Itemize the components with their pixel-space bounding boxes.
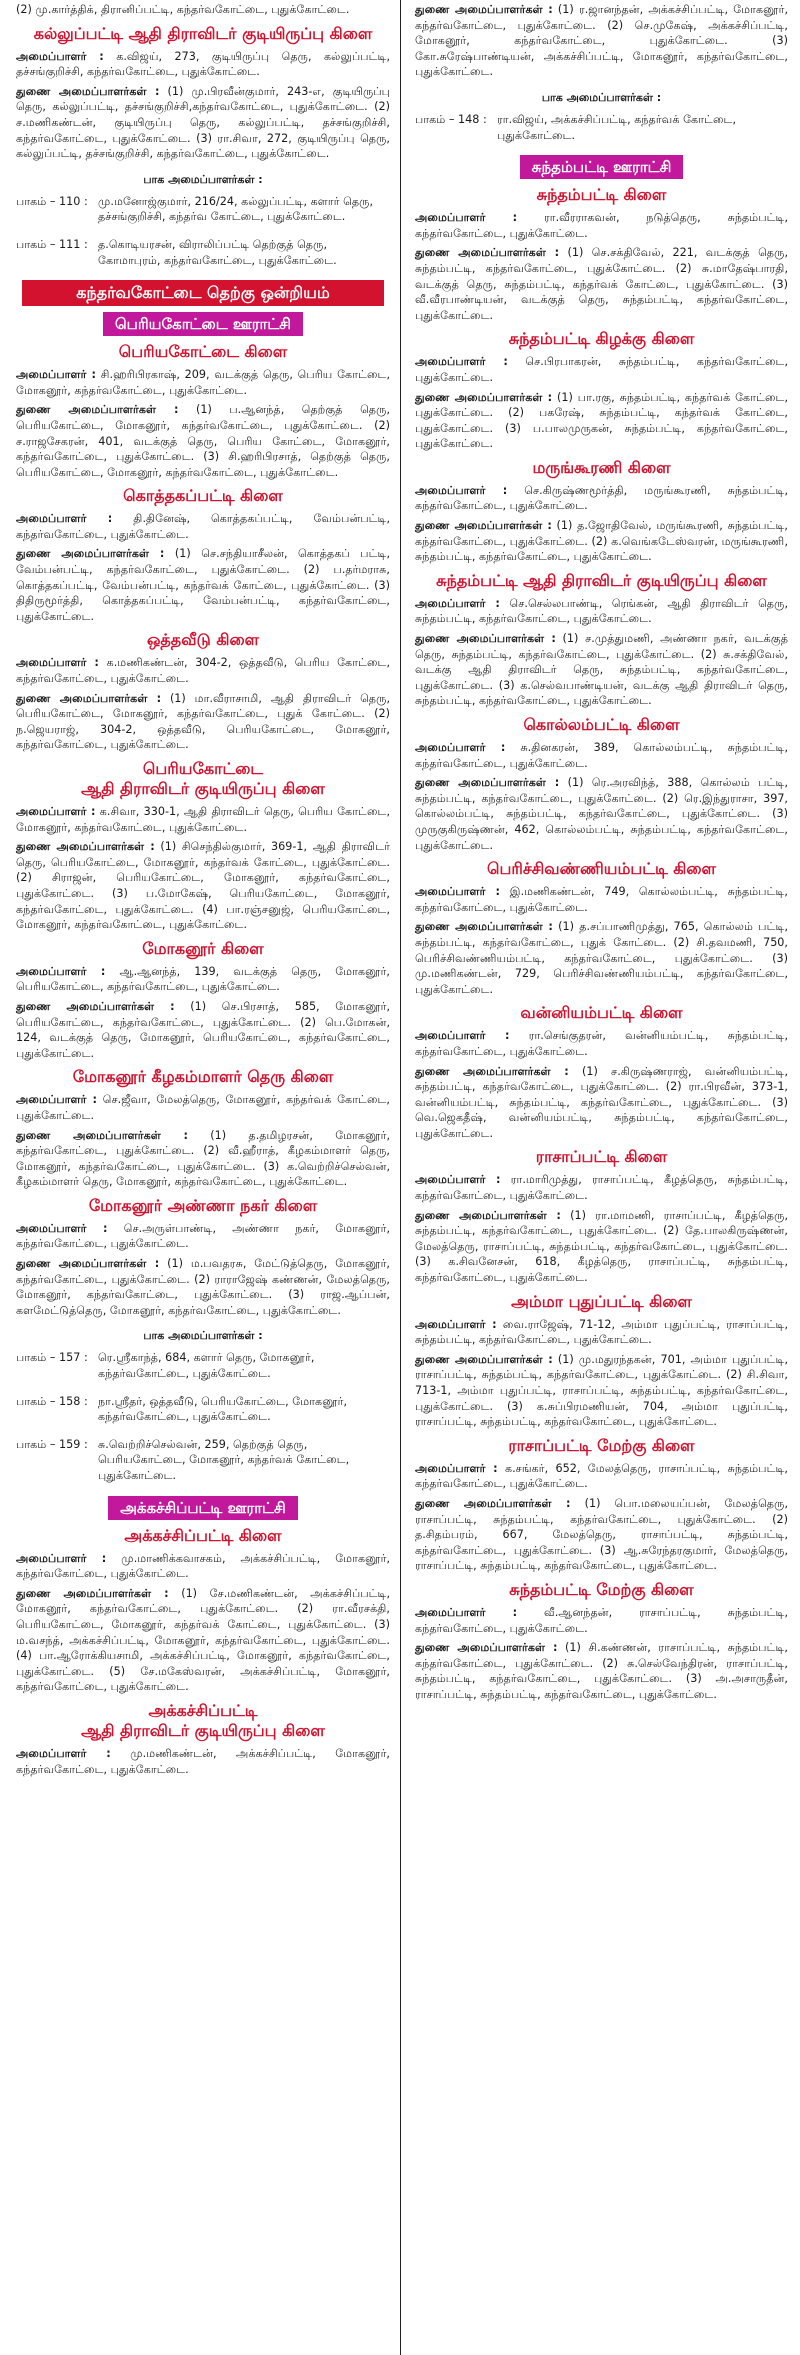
- organizer-text: செ.கிருஷ்ணமூர்த்தி, மருங்கூரணி, சுந்தம்பட்டி, கந்தர்வகோட்டை, புதுக்கோட்டை.: [415, 483, 788, 513]
- role-label: அமைப்பாளர் :: [415, 1605, 518, 1619]
- role-label: துணை அமைப்பாளர்கள் :: [415, 1208, 561, 1222]
- organizer-text: இ.மணிகண்டன், 749, கொல்லம்பட்டி, சுந்தம்பட்டி, கந்தர்வகோட்டை, புதுக்கோட்டை.: [415, 885, 788, 914]
- role-label: அமைப்பாளர் :: [16, 805, 96, 818]
- branch-heading: அக்கச்சிப்பட்டி கிளை: [124, 1525, 282, 1545]
- deputy-organizers-entry: [16, 999, 390, 1061]
- organizer-text: ஆ.ஆனந்த், 139, வடக்குத் தெரு, மோகனூர், பெரியகோட்டை, கந்தர்வகோட்டை, புதுக்கோட்டை.: [16, 964, 390, 994]
- branch-heading: அம்மா புதுப்பட்டி கிளை: [511, 1291, 692, 1311]
- branch-heading: ராசாப்பட்டி கிளை: [535, 1147, 668, 1167]
- branch-heading-line2: ஆதி திராவிடர் குடியிருப்பு கிளை: [81, 1720, 325, 1740]
- deputy-organizers-entry: [16, 546, 390, 624]
- deputy-text: (1) ரெ.அரவிந்த், 388, கொல்லம் பட்டி, சுந்தம்பட்டி, கந்தர்வகோட்டை, புதுக்கோட்டை. (2) ரெ.இந்துராசா, 397, கொல்லம்பட்டி, சுந்தம்பட்டி, கந்தர்வகோட்டை, புதுக்கோட்டை. (3) முருகுகிருஷ்ணன், 462, கொல்லம்பட்டி, சுந்தம்பட்டி, கந்தர்வகோட்டை, புதுக்கோட்டை.: [415, 776, 788, 852]
- deputy-organizers-entry: [415, 390, 788, 452]
- role-label: அமைப்பாளர் :: [16, 1746, 111, 1760]
- branch-heading: கல்லுப்பட்டி ஆதி திராவிடர் குடியிருப்பு கிளை: [33, 23, 373, 43]
- organizer-entry: [415, 354, 788, 385]
- role-label: அமைப்பாளர் :: [16, 1221, 108, 1235]
- organizer-text: மு.மாணிக்கவாசகம், அக்கச்சிப்பட்டி, மோகனூர், கந்தர்வகோட்டை, புதுக்கோட்டை.: [16, 1551, 390, 1581]
- organizer-text: சி.ஹரிபிரகாஷ், 209, வடக்குத் தெரு, பெரிய கோட்டை, மோகனூர், கந்தர்வகோட்டை, புதுக்கோட்டை.: [16, 368, 390, 397]
- booth-row: [415, 112, 788, 143]
- booth-row: [16, 194, 390, 225]
- role-label: அமைப்பாளர் :: [415, 1173, 501, 1187]
- organizer-entry: [16, 1221, 390, 1252]
- booth-organizer: நா.ஸ்ரீதர், ஒத்தவீடு, பெரியகோட்டை, மோகனூர், கந்தர்வகோட்டை, புதுக்கோட்டை.: [98, 1394, 348, 1424]
- booth-organizer: ரா.விஜய், அக்கச்சிப்பட்டி, கந்தர்வக் கோட்டை, புதுக்கோட்டை.: [497, 112, 736, 142]
- deputy-text: (1) சி.கண்ணன், ராசாப்பட்டி, சுந்தம்பட்டி, கந்தர்வகோட்டை, புதுக்கோட்டை. (2) சு.செல்வேந்திரன், ராசாப்பட்டி, சுந்தம்பட்டி, கந்தர்வகோட்டை, புதுக்கோட்டை. (3) அ.அசாருதீன், ராசாப்பட்டி, சுந்தம்பட்டி, கந்தர்வகோட்டை, புதுக்கோட்டை.: [415, 1641, 788, 1701]
- role-label: அமைப்பாளர் :: [415, 741, 506, 754]
- deputy-text: (1) பா.ரகு, சுந்தம்பட்டி, கந்தர்வக் கோட்டை, புதுக்கோட்டை. (2) பகரேஷ், சுந்தம்பட்டி, கந்தர்வக் கோட்டை, புதுக்கோட்டை. (3) ப.பாலமுருகன், சுந்தம்பட்டி, கந்தர்வகோட்டை, புதுக்கோட்டை.: [415, 390, 788, 451]
- booth-number: பாகம் – 111 :: [16, 237, 88, 251]
- organizer-text: வை.ராஜேஷ், 71-12, அம்மா புதுப்பட்டி, ராசாப்பட்டி, சுந்தம்பட்டி, கந்தர்வகோட்டை, புதுக்கோட்டை.: [415, 1317, 788, 1347]
- role-label: துணை அமைப்பாளர்கள் :: [415, 519, 552, 533]
- deputy-organizers-entry: [415, 1208, 788, 1286]
- branch-heading: கொல்லம்பட்டி கிளை: [523, 715, 680, 734]
- deputy-text: (1) சே.மணிகண்டன், அக்கச்சிப்பட்டி, மோகனூர், கந்தர்வகோட்டை, புதுக்கோட்டை. (2) ரா.வீரசக்தி, பெரியகோட்டை, மோகனூர், கந்தர்வக் கோட்டை, புதுக்கோட்டை. (3) ம.வசந்த், அக்கச்சிப்பட்டி, மோகனூர், கந்தர்வகோட்டை, புதுக்கோட்டை. (4) பா.ஆரோக்கியசாமி, அக்கச்சிப்பட்டி, மோகனூர், கந்தர்வகோட்டை, புதுக்கோட்டை. (5) சே.மகேஸ்வரன், அக்கச்சிப்பட்டி, மோகனூர், கந்தர்வகோட்டை, புதுக்கோட்டை.: [16, 1586, 391, 1694]
- branch-heading: பெரிச்சிவண்ணியம்பட்டி கிளை: [487, 859, 716, 879]
- deputy-organizers-entry: [415, 245, 788, 323]
- role-label: துணை அமைப்பாளர்கள் :: [16, 1586, 169, 1600]
- deputy-text: (1) த.தமிழரசன், மோகனூர், கந்தர்வகோட்டை, புதுக்கோட்டை. (2) வீ.ஹீராத், கீழகம்மாளர் தெரு, மோகனூர், கந்தர்வகோட்டை, புதுக்கோட்டை. (3) க.வெற்றிச்செல்வன், கீழகம்மாளர் தெரு, மோகனூர், கந்தர்வகோட்டை, புதுக்கோட்டை.: [16, 1128, 391, 1189]
- role-label: அமைப்பாளர் :: [415, 355, 508, 369]
- organizer-entry: [415, 1172, 788, 1203]
- deputy-text: (1) ப.ஆனந்த், தெற்குத் தெரு, பெரியகோட்டை, மோகனூர், கந்தர்வகோட்டை, புதுக்கோட்டை. (2) ச.ராஜசேகரன், 401, வடக்குத் தெரு, பெரிய கோட்டை, மோகனூர், கந்தர்வகோட்டை, புதுக்கோட்டை. (3) சி.ஹரிபிரசாத், தெற்குத் தெரு, பெரியகோட்டை, மோகனூர், கந்தர்வகோட்டை, புதுக்கோட்டை.: [16, 403, 391, 479]
- booth-organizers-heading: பாக அமைப்பாளர்கள் :: [143, 1329, 263, 1343]
- role-label: அமைப்பாளர் :: [16, 656, 99, 670]
- role-label: துணை அமைப்பாளர்கள் :: [415, 390, 553, 404]
- role-label: துணை அமைப்பாளர்கள் :: [16, 840, 155, 854]
- panchayat-banner: அக்கச்சிப்பட்டி ஊராட்சி: [108, 1496, 298, 1520]
- organizer-entry: [415, 1317, 788, 1348]
- branch-heading-line1: பெரியகோட்டை: [142, 759, 264, 778]
- branch-heading-line2: ஆதி திராவிடர் குடியிருப்பு கிளை: [81, 779, 325, 798]
- organizer-entry: [415, 884, 788, 915]
- booth-number: பாகம் – 158 :: [16, 1394, 88, 1408]
- deputy-organizers-entry: [415, 1064, 788, 1142]
- deputy-text: (1) மு.பிரவீன்குமார், 243-எ, குடியிருப்பு தெரு, கல்லுப்பட்டி, தச்சங்குறிச்சி,கந்தர்வகோட்டை, புதுக்கோட்டை. (2) ச.மணிகண்டன், குடியிருப்பு தெரு, கல்லுப்பட்டி, தச்சங்குறிச்சி, கந்தர்வகோட்டை, புதுக்கோட்டை. (3) ரா.சிவா, 272, குடியிருப்பு தெரு, கல்லுப்பட்டி, தச்சங்குறிச்சி, கந்தர்வகோட்டை, புதுக்கோட்டை.: [16, 84, 390, 161]
- deputy-organizers-entry: [415, 919, 788, 997]
- booth-organizers-heading: பாக அமைப்பாளர்கள் :: [143, 172, 263, 186]
- booth-organizer: ரெ.ஸ்ரீகாந்த், 684, களார் தெரு, மோகனூர், கந்தர்வகோட்டை, புதுக்கோட்டை.: [98, 1351, 315, 1381]
- branch-heading: ஒத்தவீடு கிளை: [146, 630, 260, 650]
- role-label: துணை அமைப்பாளர்கள் :: [16, 1257, 160, 1271]
- deputy-organizers-entry: [16, 839, 390, 933]
- booth-organizer: சு.வெற்றிச்செல்வன், 259, தெற்குத் தெரு, பெரியகோட்டை, மோகனூர், கந்தர்வக் கோட்டை, புதுக்கோட்டை.: [98, 1437, 350, 1482]
- branch-heading-line1: அக்கச்சிப்பட்டி: [148, 1700, 258, 1720]
- organizer-entry: [16, 964, 390, 995]
- deputy-organizers-entry: [415, 1352, 788, 1430]
- role-label: துணை அமைப்பாளர்கள் :: [415, 246, 560, 260]
- deputy-organizers-entry: [16, 402, 390, 480]
- branch-heading: மோகனூர் கீழகம்மாளர் தெரு கிளை: [72, 1067, 334, 1087]
- deputy-organizers-entry: [16, 1586, 390, 1695]
- role-label: அமைப்பாளர் :: [415, 211, 518, 225]
- deputy-text: (1) ம.பவதரசு, மேட்டுத்தெரு, மோகனூர், கந்தர்வகோட்டை, புதுக்கோட்டை. (2) ராராஜேஷ் கண்ணன், மேலத்தெரு, மோகனூர், கந்தர்வகோட்டை, புதுக்கோட்டை. (3) ராஜ.ஆப்பன், களமேட்டுத்தெரு, மோகனூர், கந்தர்வகோட்டை, புதுக்கோட்டை.: [16, 1257, 390, 1317]
- organizer-entry: [16, 1746, 390, 1777]
- booth-number: பாகம் – 157 :: [16, 1351, 88, 1365]
- deputy-text: (1) ர.ஜானந்தன், அக்கச்சிப்பட்டி, மோகனூர், கந்தர்வகோட்டை, புதுக்கோட்டை. (2) செ.முகேஷ், அக்கச்சிப்பட்டி, மோகனூர், கந்தர்வகோட்டை, புதுக்கோட்டை. (3) கோ.சுரேஷ்பாண்டியன், அக்கச்சிப்பட்டி, மோகனூர், கந்தர்வகோட்டை, புதுக்கோட்டை.: [415, 3, 788, 79]
- organizer-entry: [16, 655, 390, 686]
- branch-heading: [16, 759, 390, 799]
- organizer-text: ரா.செங்குதரன், வன்னியம்பட்டி, சுந்தம்பட்டி, கந்தர்வகோட்டை, புதுக்கோட்டை.: [415, 1029, 788, 1058]
- organizer-entry: [16, 804, 390, 835]
- organizer-text: ரா.மாரிமுத்து, ராசாப்பட்டி, கீழத்தெரு, சுந்தம்பட்டி, கந்தர்வகோட்டை, புதுக்கோட்டை.: [415, 1173, 788, 1203]
- branch-heading: மோகனூர் கிளை: [142, 938, 264, 958]
- booth-number: பாகம் – 159 :: [16, 1437, 88, 1451]
- role-label: அமைப்பாளர் :: [415, 1029, 510, 1043]
- role-label: அமைப்பாளர் :: [415, 1461, 498, 1475]
- branch-heading: ராசாப்பட்டி மேற்கு கிளை: [508, 1435, 695, 1455]
- deputy-text: (1) மா.வீராசாமி, ஆதி திராவிடர் தெரு, பெரியகோட்டை, மோகனூர், கந்தர்வகோட்டை, புதுக் கோட்டை. (2) ந.ஜெயராஜ், 304-2, ஒத்தவீடு, பெரியகோட்டை, மோகனூர், கந்தர்வகோட்டை, புதுக்கோட்டை.: [16, 691, 391, 752]
- branch-heading: பெரியகோட்டை கிளை: [118, 342, 288, 362]
- organizer-entry: [16, 49, 390, 80]
- branch-heading: சுந்தம்பட்டி மேற்கு கிளை: [509, 1579, 694, 1599]
- role-label: அமைப்பாளர் :: [415, 596, 500, 610]
- booth-number: பாகம் – 110 :: [16, 194, 88, 208]
- role-label: அமைப்பாளர் :: [415, 483, 508, 497]
- role-label: துணை அமைப்பாளர்கள் :: [415, 1352, 553, 1366]
- deputy-organizers-entry: [415, 2, 788, 80]
- deputy-text: (1) ச.கிருஷ்ணராஜ், வன்னியம்பட்டி, சுந்தம்பட்டி, கந்தர்வகோட்டை, புதுக்கோட்டை. (2) ரா.பிரவீன், 373-1, வன்னியம்பட்டி, சுந்தம்பட்டி, கந்தர்வகோட்டை, புதுக்கோட்டை. (3) வெ.ஜெகதீஷ், வன்னியம்பட்டி, சுந்தம்பட்டி, கந்தர்வகோட்டை, புதுக்கோட்டை.: [415, 1064, 788, 1140]
- role-label: துணை அமைப்பாளர்கள் :: [16, 84, 160, 98]
- deputy-text: (1) செ.சந்தியாசீலன், கொத்தகப் பட்டி, வேம்பன்பட்டி, கந்தர்வகோட்டை, புதுக்கோட்டை. (2) ப.தர்மராசு, கொத்தகப்பட்டி, வேம்பன்பட்டி, கந்தர்வக் கோட்டை, புதுக்கோட்டை. (3) திதிருமூர்த்தி, கொத்தகப்பட்டி, வேம்பன்பட்டி, கந்தர்வகோட்டை, புதுக்கோட்டை.: [16, 547, 391, 623]
- booth-organizer: மு.மனோஜ்குமார், 216/24, கல்லுப்பட்டி, களார் தெரு, தச்சங்குறிச்சி, கந்தர்வ கோட்டை, புதுக்கோட்டை.: [98, 194, 374, 224]
- panchayat-banner-wrap: [415, 155, 788, 179]
- role-label: துணை அமைப்பாளர்கள் :: [415, 1064, 569, 1078]
- role-label: அமைப்பாளர் :: [16, 1093, 97, 1107]
- booth-organizer: த.கொடியரசன், விராலிப்பட்டி தெற்குத் தெரு, கோமாபுரம், கந்தர்வகோட்டை, புதுக்கோட்டை.: [98, 237, 337, 267]
- role-label: துணை அமைப்பாளர்கள் :: [16, 547, 165, 561]
- organizer-text: க.மணிகண்டன், 304-2, ஒத்தவீடு, பெரிய கோட்டை, கந்தர்வகோட்டை, புதுக்கோட்டை.: [16, 656, 390, 686]
- branch-heading: வன்னியம்பட்டி கிளை: [520, 1003, 683, 1023]
- role-label: துணை அமைப்பாளர்கள் :: [415, 776, 560, 790]
- deputy-text: (1) பொ.மலையப்பன், மேலத்தெரு, ராசாப்பட்டி, சுந்தம்பட்டி, கந்தர்வகோட்டை, புதுக்கோட்டை. (2) த.சிதம்பரம், 667, மேலத்தெரு, ராசாப்பட்டி, சுந்தம்பட்டி, கந்தர்வகோட்டை, புதுக்கோட்டை. (3) ஆ.சுரேந்தரகுமார், மேலத்தெரு, ராசாப்பட்டி, சுந்தம்பட்டி, கந்தர்வகோட்டை, புதுக்கோட்டை.: [415, 1496, 788, 1573]
- role-label: துணை அமைப்பாளர்கள் :: [415, 632, 556, 646]
- organizer-text: செ.அருள்பாண்டி, அண்ணா நகர், மோகனூர், கந்தர்வகோட்டை, புதுக்கோட்டை.: [16, 1221, 390, 1251]
- organizer-text: க.சிவா, 330-1, ஆதி திராவிடர் தெரு, பெரிய கோட்டை, மோகனூர், கந்தர்வகோட்டை, புதுக்கோட்டை.: [16, 805, 390, 834]
- role-label: துணை அமைப்பாளர்கள் :: [415, 1641, 558, 1655]
- booth-number: பாகம் – 148 :: [415, 112, 487, 126]
- booth-organizers-heading: பாக அமைப்பாளர்கள் :: [541, 90, 662, 104]
- branch-heading: மோகனூர் அண்ணா நகர் கிளை: [88, 1195, 318, 1215]
- union-banner: கந்தர்வகோட்டை தெற்கு ஒன்றியம்: [22, 280, 384, 306]
- organizer-text: செ.செல்லபாண்டி, ரெங்கன், ஆதி திராவிடர் தெரு, சுந்தம்பட்டி, கந்தர்வகோட்டை, புதுக்கோட்டை.: [415, 596, 789, 626]
- role-label: அமைப்பாளர் :: [415, 885, 500, 899]
- organizer-text: வீ.ஆனந்தன், ராசாப்பட்டி, சுந்தம்பட்டி, கந்தர்வகோட்டை, புதுக்கோட்டை.: [415, 1605, 789, 1635]
- deputy-organizers-entry: [16, 84, 390, 162]
- right-column: [400, 0, 800, 2355]
- role-label: அமைப்பாளர் :: [16, 512, 113, 526]
- branch-heading: சுந்தம்பட்டி ஆதி திராவிடர் குடியிருப்பு கிளை: [436, 570, 767, 590]
- role-label: அமைப்பாளர் :: [16, 964, 106, 978]
- branch-heading: [16, 1701, 390, 1741]
- role-label: துணை அமைப்பாளர்கள் :: [415, 1496, 571, 1510]
- deputy-text: (1) த.ஜோதிவேல், மருங்கூரணி, சுந்தம்பட்டி, கந்தர்வகோட்டை, புதுக்கோட்டை. (2) க.வெங்கடேஸ்வரன், மருங்கூரணி, சுந்தம்பட்டி, கந்தர்வகோட்டை, புதுக்கோட்டை.: [415, 519, 788, 564]
- organizer-entry: [415, 740, 788, 771]
- branch-heading: கொத்தகப்பட்டி கிளை: [123, 486, 283, 506]
- organizer-entry: [415, 483, 788, 514]
- deputy-text: (1) ச.முத்துமணி, அண்ணா நகர், வடக்குத் தெரு, சுந்தம்பட்டி, கந்தர்வகோட்டை, புதுக்கோட்டை. (2) சு.சக்திவேல், வடக்கு ஆதி திராவிடர் தெரு, சுந்தம்பட்டி, கந்தர்வகோட்டை, புதுக்கோட்டை. (3) க.செல்வபாண்டியன், வடக்கு ஆதி திராவிடர் தெரு, சுந்தம்பட்டி, கந்தர்வகோட்டை, புதுக்கோட்டை.: [415, 632, 788, 708]
- role-label: துணை அமைப்பாளர்கள் :: [415, 920, 553, 934]
- deputy-organizers-entry: [16, 691, 390, 753]
- deputy-text: (1) செ.சக்திவேல், 221, வடக்குத் தெரு, சுந்தம்பட்டி, கந்தர்வகோட்டை, புதுக்கோட்டை. (2) சு.மாதேஷ்பாரதி, வடக்குத் தெரு, சுந்தம்பட்டி, கந்தர்வக் கோட்டை, புதுக்கோட்டை. (3) வீ.வீரபாண்டியன், வடக்குத் தெரு, சுந்தம்பட்டி, கந்தர்வகோட்டை, புதுக்கோட்டை.: [415, 246, 788, 322]
- organizer-text: ரா.வீரராகவன், நடுத்தெரு, சுந்தம்பட்டி, கந்தர்வகோட்டை, புதுக்கோட்டை.: [415, 211, 789, 240]
- deputy-organizers-entry: [415, 518, 788, 565]
- role-label: அமைப்பாளர் :: [16, 49, 104, 63]
- deputy-organizers-entry: [16, 1256, 390, 1318]
- organizer-text: க.சங்கர், 652, மேலத்தெரு, ராசாப்பட்டி, சுந்தம்பட்டி, கந்தர்வகோட்டை, புதுக்கோட்டை.: [415, 1461, 788, 1491]
- role-label: துணை அமைப்பாளர்கள் :: [16, 691, 162, 705]
- booth-row: [16, 1350, 390, 1381]
- deputy-text: (1) செ.பிரசாத், 585, மோகனூர், பெரியகோட்டை, கந்தர்வகோட்டை, புதுக்கோட்டை. (2) பெ.மோகன், 124, வடக்குத் தெரு, மோகனூர், பெரியகோட்டை, கந்தர்வகோட்டை, புதுக்கோட்டை.: [16, 999, 391, 1060]
- booth-row: [16, 237, 390, 268]
- deputy-organizers-entry: [415, 1640, 788, 1702]
- deputy-organizers-entry: [415, 775, 788, 853]
- branch-heading: சுந்தம்பட்டி கிளை: [536, 185, 667, 205]
- organizer-entry: [16, 511, 390, 542]
- booth-row: [16, 1437, 390, 1484]
- deputy-text: (1) மு.மதுரந்தகன், 701, அம்மா புதுப்பட்டி, ராசாப்பட்டி, சுந்தம்பட்டி, கந்தர்வகோட்டை, புதுக்கோட்டை. (2) சி.சிவா, 713-1, அம்மா புதுப்பட்டி, ராசாப்பட்டி, சுந்தம்பட்டி, கந்தர்வகோட்டை, புதுக்கோட்டை. (3) க.சுப்பிரமணியன், 704, அம்மா புதுப்பட்டி, ராசாப்பட்டி, சுந்தம்பட்டி, கந்தர்வகோட்டை, புதுக்கோட்டை.: [415, 1352, 789, 1429]
- role-label: அமைப்பாளர் :: [16, 1551, 107, 1565]
- organizer-text: மு.மணிகண்டன், அக்கச்சிப்பட்டி, மோகனூர், கந்தர்வகோட்டை, புதுக்கோட்டை.: [16, 1746, 390, 1776]
- role-label: துணை அமைப்பாளர்கள் :: [16, 1128, 188, 1142]
- deputy-text: (1) த.சப்பாணிமுத்து, 765, கொல்லம் பட்டி, சுந்தம்பட்டி, கந்தர்வகோட்டை, புதுக் கோட்டை. (2) சி.தவமணி, 750, பெரிச்சிவண்ணியம்பட்டி, கந்தர்வகோட்டை, புதுக்கோட்டை. (3) மு.மணிகண்டன், 729, பெரிச்சிவண்ணியம்பட்டி, கந்தர்வகோட்டை, புதுக்கோட்டை.: [415, 920, 788, 996]
- role-label: அமைப்பாளர் :: [415, 1317, 497, 1331]
- booth-row: [16, 1394, 390, 1425]
- branch-heading: மருங்கூரணி கிளை: [532, 457, 671, 477]
- deputy-text: (1) சிசெந்தில்குமார், 369-1, ஆதி திராவிடர் தெரு, பெரியகோட்டை, மோகனூர், கந்தர்வக் கோட்டை, புதுக்கோட்டை. (2) சிராஜன், பெரியகோட்டை, மோகனூர், கந்தர்வகோட்டை, புதுக்கோட்டை. (3) ப.மோகேஷ், பெரியகோட்டை, மோகனூர், கந்தர்வகோட்டை, புதுக்கோட்டை. (4) பா.ரஞ்சனுஜ், பெரியகோட்டை, மோகனூர், கந்தர்வகோட்டை, புதுக்கோட்டை.: [16, 840, 391, 932]
- organizer-text: சு.தினகரன், 389, கொல்லம்பட்டி, சுந்தம்பட்டி, கந்தர்வகோட்டை, புதுக்கோட்டை.: [415, 741, 789, 770]
- organizer-entry: [415, 1461, 788, 1492]
- organizer-text: தி.தினேஷ், கொத்தகப்பட்டி, வேம்பன்பட்டி, கந்தர்வகோட்டை, புதுக்கோட்டை.: [16, 512, 391, 541]
- continued-entry: (2) மு.கார்த்திக், திரானிப்பட்டி, கந்தர்வகோட்டை, புதுக்கோட்டை.: [16, 3, 350, 16]
- role-label: துணை அமைப்பாளர்கள் :: [415, 3, 553, 16]
- organizer-entry: [415, 596, 788, 627]
- branch-heading: சுந்தம்பட்டி கிழக்கு கிளை: [508, 329, 695, 349]
- deputy-text: (1) ரா.மாமணி, ராசாப்பட்டி, கீழத்தெரு, சுந்தம்பட்டி, கந்தர்வகோட்டை, புதுக்கோட்டை. (2) தே.பாலகிருஷ்ணன், மேலத்தெரு, ராசாப்பட்டி, சுந்தம்பட்டி, கந்தர்வகோட்டை, புதுக்கோட்டை. (3) க.சிவனேசன், 618, கீழத்தெரு, ராசாப்பட்டி, சுந்தம்பட்டி, கந்தர்வகோட்டை, புதுக்கோட்டை.: [415, 1208, 788, 1285]
- organizer-text: செ.ஜீவா, மேலத்தெரு, மோகனூர், கந்தர்வக் கோட்டை, புதுக்கோட்டை.: [16, 1093, 390, 1122]
- organizer-entry: [415, 210, 788, 241]
- organizer-text: க.விஜய், 273, குடியிருப்பு தெரு, கல்லுப்பட்டி, தச்சங்குறிச்சி, கந்தர்வகோட்டை, புதுக்கோட்டை.: [16, 49, 390, 79]
- role-label: அமைப்பாளர் :: [16, 368, 97, 382]
- deputy-organizers-entry: [16, 1128, 390, 1190]
- deputy-organizers-entry: [415, 631, 788, 709]
- organizer-entry: [16, 1551, 390, 1582]
- role-label: துணை அமைப்பாளர்கள் :: [16, 999, 175, 1013]
- organizer-entry: [415, 1605, 788, 1636]
- role-label: துணை அமைப்பாளர்கள் :: [16, 403, 179, 417]
- organizer-entry: [415, 1028, 788, 1059]
- panchayat-banner-wrap: [16, 312, 390, 336]
- organizer-text: செ.பிரபாகரன், சுந்தம்பட்டி, கந்தர்வகோட்டை, புதுக்கோட்டை.: [415, 355, 789, 384]
- panchayat-banner-wrap: [16, 1496, 390, 1520]
- organizer-entry: [16, 367, 390, 398]
- deputy-organizers-entry: [415, 1496, 788, 1574]
- organizer-entry: [16, 1092, 390, 1123]
- panchayat-banner: பெரியகோட்டை ஊராட்சி: [103, 312, 303, 336]
- panchayat-banner: சுந்தம்பட்டி ஊராட்சி: [520, 155, 684, 179]
